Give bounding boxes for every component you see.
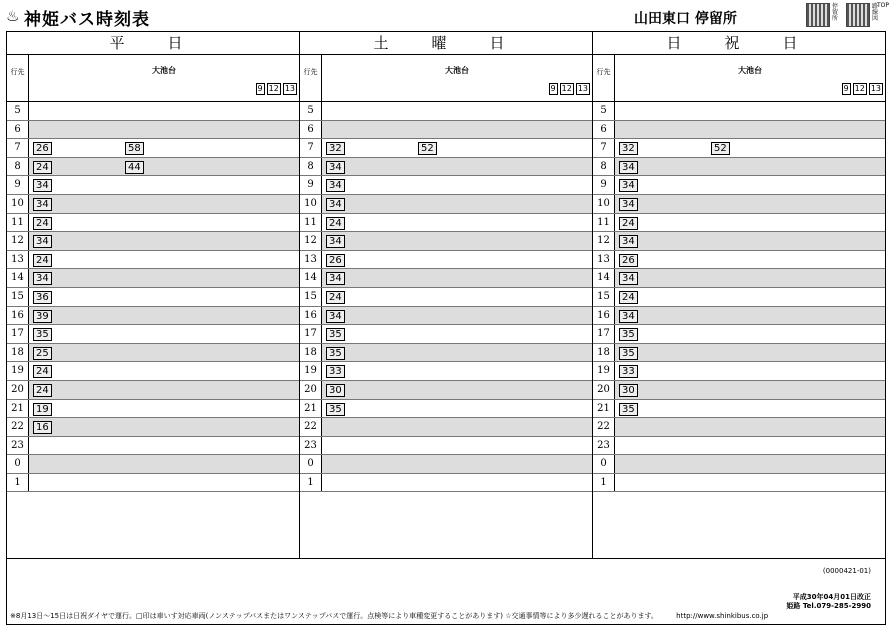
departure-minute: 34: [33, 198, 52, 211]
hour-row: [593, 474, 885, 493]
hour-label: 9: [593, 176, 615, 194]
destination-cell: [322, 55, 592, 101]
top-link[interactable]: TOP: [877, 2, 890, 9]
minutes-cell: [615, 139, 885, 157]
minutes-cell: [29, 418, 299, 436]
departure-minute: 35: [619, 328, 638, 341]
hour-row: [7, 344, 299, 363]
hour-row: [593, 362, 885, 381]
departure-minute: 24: [33, 161, 52, 174]
route-qr-label: 路線図: [872, 3, 879, 22]
hour-row: [593, 437, 885, 456]
hour-row: [300, 362, 592, 381]
hour-label: 12: [300, 232, 322, 250]
hour-label: 20: [7, 381, 29, 399]
route-code: 12: [268, 84, 279, 93]
minutes-cell: [29, 381, 299, 399]
departure-minute: 33: [326, 365, 345, 378]
hour-label: 8: [593, 158, 615, 176]
hour-row: [300, 102, 592, 121]
hour-row: [300, 232, 592, 251]
hour-row: [7, 325, 299, 344]
hour-row: [7, 418, 299, 437]
hour-row: [300, 381, 592, 400]
document-number: (0000421-01): [822, 567, 871, 575]
hour-row: [593, 344, 885, 363]
minutes-cell: [322, 232, 592, 250]
departure-minute: 16: [33, 421, 52, 434]
departure-minute: 24: [33, 254, 52, 267]
minutes-cell: [322, 269, 592, 287]
minutes-cell: [322, 344, 592, 362]
departure-minute: 34: [619, 161, 638, 174]
departure-minute: 34: [326, 198, 345, 211]
hour-row: [593, 455, 885, 474]
route-code: 12: [854, 84, 865, 93]
departure-minute: 34: [619, 198, 638, 211]
hour-row: [593, 102, 885, 121]
minutes-cell: [29, 307, 299, 325]
hour-label: 7: [7, 139, 29, 157]
hour-label: 13: [593, 251, 615, 269]
minutes-cell: [322, 288, 592, 306]
hour-label: 19: [593, 362, 615, 380]
website-link[interactable]: http://www.shinkibus.co.jp: [676, 612, 769, 620]
departure-minute: 36: [33, 291, 52, 304]
hour-label: 8: [7, 158, 29, 176]
hour-row: [7, 195, 299, 214]
hour-label: 1: [300, 474, 322, 492]
hour-row: [7, 307, 299, 326]
hour-row: [300, 214, 592, 233]
hour-label: 21: [7, 400, 29, 418]
departure-minute: 34: [619, 272, 638, 285]
shinki-bus-logo-icon: ♨: [6, 7, 20, 25]
departure-minute: 34: [33, 235, 52, 248]
minutes-cell: [615, 158, 885, 176]
minutes-cell: [615, 307, 885, 325]
hour-row: [300, 176, 592, 195]
minutes-cell: [322, 158, 592, 176]
hour-label: 9: [300, 176, 322, 194]
route-codes: [840, 83, 883, 95]
minutes-cell: [29, 195, 299, 213]
hour-label: 13: [300, 251, 322, 269]
departure-minute: 34: [619, 310, 638, 323]
hour-label: 22: [593, 418, 615, 436]
hour-row: [300, 251, 592, 270]
hour-row: [300, 418, 592, 437]
minutes-cell: [322, 307, 592, 325]
minutes-cell: [29, 232, 299, 250]
minutes-cell: [322, 437, 592, 455]
hour-row: [300, 437, 592, 456]
departure-minute: 35: [326, 347, 345, 360]
hour-row: [7, 232, 299, 251]
departure-minute: 24: [33, 384, 52, 397]
minutes-cell: [322, 176, 592, 194]
departure-minute: 32: [619, 142, 638, 155]
route-code: 13: [284, 84, 295, 93]
minutes-cell: [322, 214, 592, 232]
minutes-cell: [615, 437, 885, 455]
departure-minute: 33: [619, 365, 638, 378]
hour-label: 17: [7, 325, 29, 343]
minutes-cell: [29, 139, 299, 157]
hour-label: 11: [7, 214, 29, 232]
hour-row: [300, 121, 592, 140]
departure-minute: 34: [326, 161, 345, 174]
minutes-cell: [615, 418, 885, 436]
hour-row: [7, 437, 299, 456]
departure-minute: 24: [33, 217, 52, 230]
hour-row: [7, 158, 299, 177]
destination-column-label: 行先: [7, 55, 29, 101]
minutes-cell: [29, 362, 299, 380]
minutes-cell: [615, 474, 885, 492]
hour-label: 1: [7, 474, 29, 492]
departure-minute: 35: [326, 328, 345, 341]
minutes-cell: [322, 418, 592, 436]
departure-minute: 34: [619, 235, 638, 248]
hour-label: 21: [300, 400, 322, 418]
minutes-cell: [615, 381, 885, 399]
hour-label: 14: [593, 269, 615, 287]
minutes-cell: [615, 269, 885, 287]
departure-minute: 58: [125, 142, 144, 155]
hour-label: 19: [300, 362, 322, 380]
hour-row: [7, 362, 299, 381]
hour-row: [7, 269, 299, 288]
hour-row: [300, 269, 592, 288]
hour-label: 12: [7, 232, 29, 250]
hour-label: 18: [7, 344, 29, 362]
departure-minute: 52: [711, 142, 730, 155]
hour-row: [7, 288, 299, 307]
route-codes: [254, 83, 297, 95]
hour-row: [300, 325, 592, 344]
minutes-cell: [29, 158, 299, 176]
page-title: 神姫バス時刻表: [24, 10, 150, 30]
office-phone: 姫路 Tel.079-285-2990: [786, 602, 871, 610]
hour-row: [7, 381, 299, 400]
route-code: 9: [550, 84, 556, 93]
destination-cell: [615, 55, 885, 101]
departure-minute: 35: [619, 347, 638, 360]
departure-minute: 30: [619, 384, 638, 397]
departure-minute: 24: [326, 217, 345, 230]
minutes-cell: [615, 102, 885, 120]
hour-label: 7: [300, 139, 322, 157]
hour-row: [7, 474, 299, 493]
minutes-cell: [29, 455, 299, 473]
hour-label: 6: [593, 121, 615, 139]
route-qr-code-icon[interactable]: [846, 3, 870, 27]
departure-minute: 25: [33, 347, 52, 360]
minutes-cell: [615, 176, 885, 194]
minutes-cell: [29, 344, 299, 362]
hour-row: [7, 139, 299, 158]
departure-minute: 19: [33, 403, 52, 416]
stop-name: 山田東口 停留所: [634, 11, 737, 27]
minutes-cell: [322, 474, 592, 492]
departure-minute: 24: [619, 217, 638, 230]
hour-row: [7, 400, 299, 419]
destination-header-row: [300, 55, 592, 102]
departure-minute: 39: [33, 310, 52, 323]
hour-row: [593, 232, 885, 251]
hour-row: [300, 455, 592, 474]
section-1: [300, 32, 593, 558]
route-code: 12: [561, 84, 572, 93]
departure-minute: 34: [619, 179, 638, 192]
departure-minute: 34: [326, 179, 345, 192]
section-0: [7, 32, 300, 558]
hour-label: 1: [593, 474, 615, 492]
hour-row: [7, 214, 299, 233]
departure-minute: 35: [326, 403, 345, 416]
section-2: [593, 32, 885, 558]
hour-label: 15: [7, 288, 29, 306]
destination-name: 大池台: [152, 66, 176, 75]
hour-row: [593, 251, 885, 270]
destination-column-label: 行先: [593, 55, 615, 101]
hour-row: [593, 288, 885, 307]
hour-row: [300, 307, 592, 326]
hour-label: 18: [593, 344, 615, 362]
footer: [6, 559, 886, 625]
hour-label: 0: [7, 455, 29, 473]
hour-row: [7, 121, 299, 140]
revision-date: 平成30年04月01日改正: [792, 593, 871, 601]
hour-label: 20: [300, 381, 322, 399]
departure-minute: 34: [33, 272, 52, 285]
hour-label: 7: [593, 139, 615, 157]
hour-label: 10: [7, 195, 29, 213]
hour-label: 16: [300, 307, 322, 325]
footnote: [10, 611, 768, 621]
hour-label: 22: [300, 418, 322, 436]
destination-header-row: [7, 55, 299, 102]
minutes-cell: [322, 455, 592, 473]
hour-label: 14: [7, 269, 29, 287]
hour-label: 16: [593, 307, 615, 325]
hour-row: [7, 176, 299, 195]
departure-minute: 35: [619, 403, 638, 416]
minutes-cell: [615, 344, 885, 362]
departure-minute: 44: [125, 161, 144, 174]
day-type-header: 日 祝 日: [593, 32, 885, 55]
hour-row: [593, 381, 885, 400]
destination-header-row: [593, 55, 885, 102]
departure-minute: 26: [326, 254, 345, 267]
minutes-cell: [322, 195, 592, 213]
hour-row: [7, 102, 299, 121]
hour-label: 17: [300, 325, 322, 343]
hour-label: 0: [300, 455, 322, 473]
departure-minute: 32: [326, 142, 345, 155]
hour-row: [300, 400, 592, 419]
stop-qr-label: 停留所: [832, 3, 839, 22]
minutes-cell: [29, 269, 299, 287]
departure-minute: 34: [326, 310, 345, 323]
hour-label: 6: [300, 121, 322, 139]
hour-label: 5: [593, 102, 615, 120]
hour-label: 5: [7, 102, 29, 120]
hour-row: [7, 251, 299, 270]
minutes-cell: [615, 232, 885, 250]
minutes-cell: [615, 325, 885, 343]
hour-label: 11: [300, 214, 322, 232]
minutes-cell: [615, 214, 885, 232]
destination-column-label: 行先: [300, 55, 322, 101]
day-type-header: 平 日: [7, 32, 299, 55]
hour-row: [300, 158, 592, 177]
hour-label: 11: [593, 214, 615, 232]
hour-label: 10: [300, 195, 322, 213]
route-code: 9: [843, 84, 849, 93]
minutes-cell: [322, 362, 592, 380]
hour-label: 18: [300, 344, 322, 362]
departure-minute: 52: [418, 142, 437, 155]
hour-row: [593, 214, 885, 233]
minutes-cell: [322, 400, 592, 418]
revision-info: [786, 593, 871, 611]
minutes-cell: [322, 325, 592, 343]
destination-name: 大池台: [445, 66, 469, 75]
hour-label: 22: [7, 418, 29, 436]
minutes-cell: [615, 455, 885, 473]
hour-row: [593, 139, 885, 158]
minutes-cell: [322, 102, 592, 120]
minutes-cell: [615, 288, 885, 306]
route-code: 13: [577, 84, 588, 93]
minutes-cell: [615, 195, 885, 213]
hour-label: 19: [7, 362, 29, 380]
hour-label: 12: [593, 232, 615, 250]
minutes-cell: [29, 176, 299, 194]
destination-cell: [29, 55, 299, 101]
departure-minute: 24: [33, 365, 52, 378]
hour-label: 9: [7, 176, 29, 194]
minutes-cell: [29, 437, 299, 455]
hour-label: 23: [593, 437, 615, 455]
hour-label: 16: [7, 307, 29, 325]
hour-label: 5: [300, 102, 322, 120]
minutes-cell: [29, 474, 299, 492]
minutes-cell: [615, 121, 885, 139]
hour-row: [593, 418, 885, 437]
departure-minute: 34: [326, 235, 345, 248]
route-code: 13: [870, 84, 881, 93]
departure-minute: 24: [619, 291, 638, 304]
hour-label: 6: [7, 121, 29, 139]
page-header: [0, 0, 894, 30]
hour-row: [593, 176, 885, 195]
departure-minute: 34: [33, 179, 52, 192]
hour-label: 14: [300, 269, 322, 287]
minutes-cell: [322, 381, 592, 399]
minutes-cell: [322, 139, 592, 157]
hour-row: [300, 344, 592, 363]
hour-row: [593, 195, 885, 214]
hour-label: 20: [593, 381, 615, 399]
minutes-cell: [322, 121, 592, 139]
hour-label: 15: [593, 288, 615, 306]
hour-label: 17: [593, 325, 615, 343]
departure-minute: 26: [33, 142, 52, 155]
departure-minute: 35: [33, 328, 52, 341]
hour-row: [593, 307, 885, 326]
minutes-cell: [29, 251, 299, 269]
hour-row: [593, 325, 885, 344]
hour-row: [300, 288, 592, 307]
hour-label: 0: [593, 455, 615, 473]
minutes-cell: [29, 102, 299, 120]
minutes-cell: [29, 400, 299, 418]
stop-qr-code-icon[interactable]: [806, 3, 830, 27]
hour-label: 23: [300, 437, 322, 455]
route-code: 9: [257, 84, 263, 93]
minutes-cell: [29, 121, 299, 139]
hour-label: 15: [300, 288, 322, 306]
minutes-cell: [615, 400, 885, 418]
hour-row: [300, 139, 592, 158]
minutes-cell: [615, 251, 885, 269]
hour-label: 10: [593, 195, 615, 213]
hour-row: [7, 455, 299, 474]
hour-label: 8: [300, 158, 322, 176]
timetable-grid: [6, 31, 886, 559]
minutes-cell: [29, 325, 299, 343]
hour-row: [300, 474, 592, 493]
minutes-cell: [322, 251, 592, 269]
departure-minute: 26: [619, 254, 638, 267]
minutes-cell: [29, 288, 299, 306]
route-codes: [547, 83, 590, 95]
hour-row: [593, 121, 885, 140]
hour-row: [593, 158, 885, 177]
destination-name: 大池台: [738, 66, 762, 75]
hour-label: 21: [593, 400, 615, 418]
day-type-header: 土 曜 日: [300, 32, 592, 55]
footnote-text: ※8月13日～15日は日祝ダイヤで運行。□印は車いす対応車両(ノンステップバスまたはワンステップバスで運行。点検等により車種変更することがあります) ☆交通事情等により多少遅れることがあります。: [10, 612, 658, 620]
departure-minute: 34: [326, 272, 345, 285]
departure-minute: 24: [326, 291, 345, 304]
hour-row: [593, 400, 885, 419]
minutes-cell: [615, 362, 885, 380]
hour-label: 23: [7, 437, 29, 455]
hour-row: [300, 195, 592, 214]
hour-label: 13: [7, 251, 29, 269]
departure-minute: 30: [326, 384, 345, 397]
hour-row: [593, 269, 885, 288]
minutes-cell: [29, 214, 299, 232]
